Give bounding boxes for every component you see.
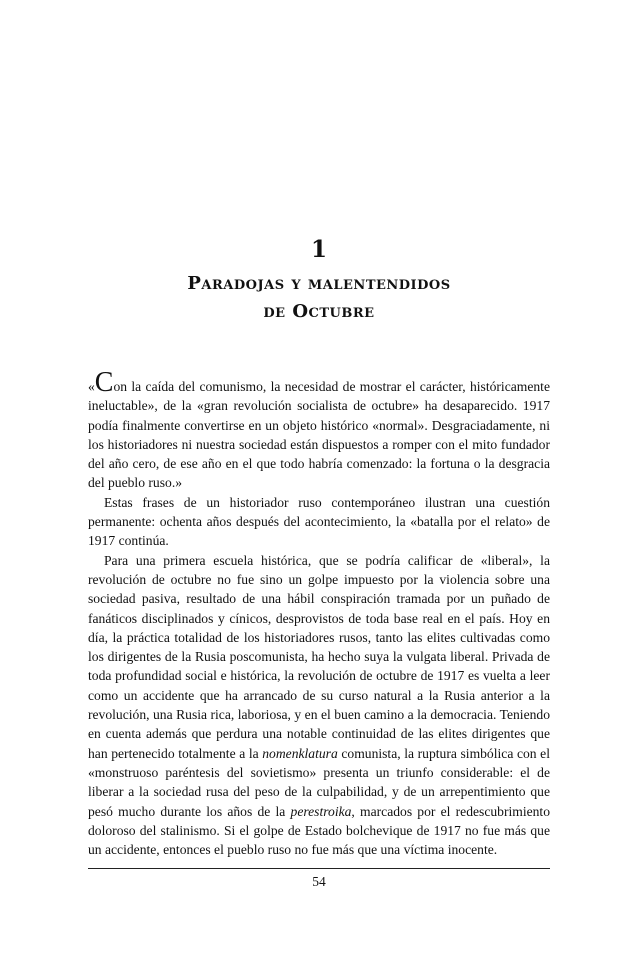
italic-term-perestroika: perestroika <box>290 803 352 819</box>
footer-rule <box>88 868 550 869</box>
opening-quote: « <box>88 379 95 394</box>
page-number: 54 <box>312 874 326 889</box>
paragraph-1 <box>88 367 550 493</box>
chapter-title-line-1: Paradojas y malentendidos <box>187 273 451 294</box>
chapter-number: 1 <box>310 236 327 263</box>
paragraph-3-text-a: Para una primera escuela histórica, que se podría calificar de «liberal», la revolución de octubre no fue sino un golpe impuesto por la violencia sobre una sociedad pasiva, resultado de una hábil conspiración tramada por un puñado de fanáticos disciplinados y cínicos, desprovistos de toda base real en el país. Hoy en día, la práctica totalidad de los historiadores rusos, tanto las elites cultivadas como los dirigentes de la Rusia poscomunista, ha hecho suya la vulgata liberal. Privada de toda profundidad social e histórica, la revolución de octubre de 1917 es vuelta a leer como un accidente que ha arrancado de su curso natural a la Rusia anterior a la revolución, una Rusia rica, laboriosa, y en el buen camino a la democracia. Teniendo en cuenta además que perdura una notable continuidad de las elites dirigentes que han pertenecido totalmente a la <box>88 552 550 761</box>
chapter-title-line-2: de Octubre <box>263 301 375 322</box>
paragraph-3 <box>88 551 550 860</box>
drop-cap: C <box>94 367 114 398</box>
chapter-title <box>0 270 638 326</box>
italic-term-nomenklatura: nomenklatura <box>262 745 338 761</box>
paragraph-1-text: on la caída del comunismo, la necesidad de mostrar el carácter, históricamente ineluctable», de la «gran revolución socialista de octubre» ha desaparecido. 1917 podía finalmente convertirse en un objeto histórico «normal». Desgraciadamente, ni los historiadores ni nuestra sociedad están dispuestos a romper con el mito fundador del año cero, de ese año en el que todo habría comenzado: la fortuna o la desgracia del pueblo ruso.» <box>88 379 550 491</box>
paragraph-3-text-c: , marcados por el redescubrimiento doloroso del stalinismo. Si el golpe de Estado bolchevique de 1917 no fue más que un accidente, entonces el pueblo ruso no fue más que una víctima inocente. <box>88 803 551 858</box>
body-text <box>88 367 551 859</box>
paragraph-2: Estas frases de un historiador ruso contemporáneo ilustran una cuestión permanente: ochenta años después del acontecimiento, la «batalla por el relato» de 1917 continúa. <box>88 494 550 549</box>
paragraph-3-text-b: comunista, la ruptura simbólica con el «monstruoso paréntesis del sovietismo» presenta un triunfo considerable: el de liberar a la sociedad rusa del peso de la culpabilidad, y de un arrepentimiento que pesó mucho durante los años de la <box>88 745 550 819</box>
